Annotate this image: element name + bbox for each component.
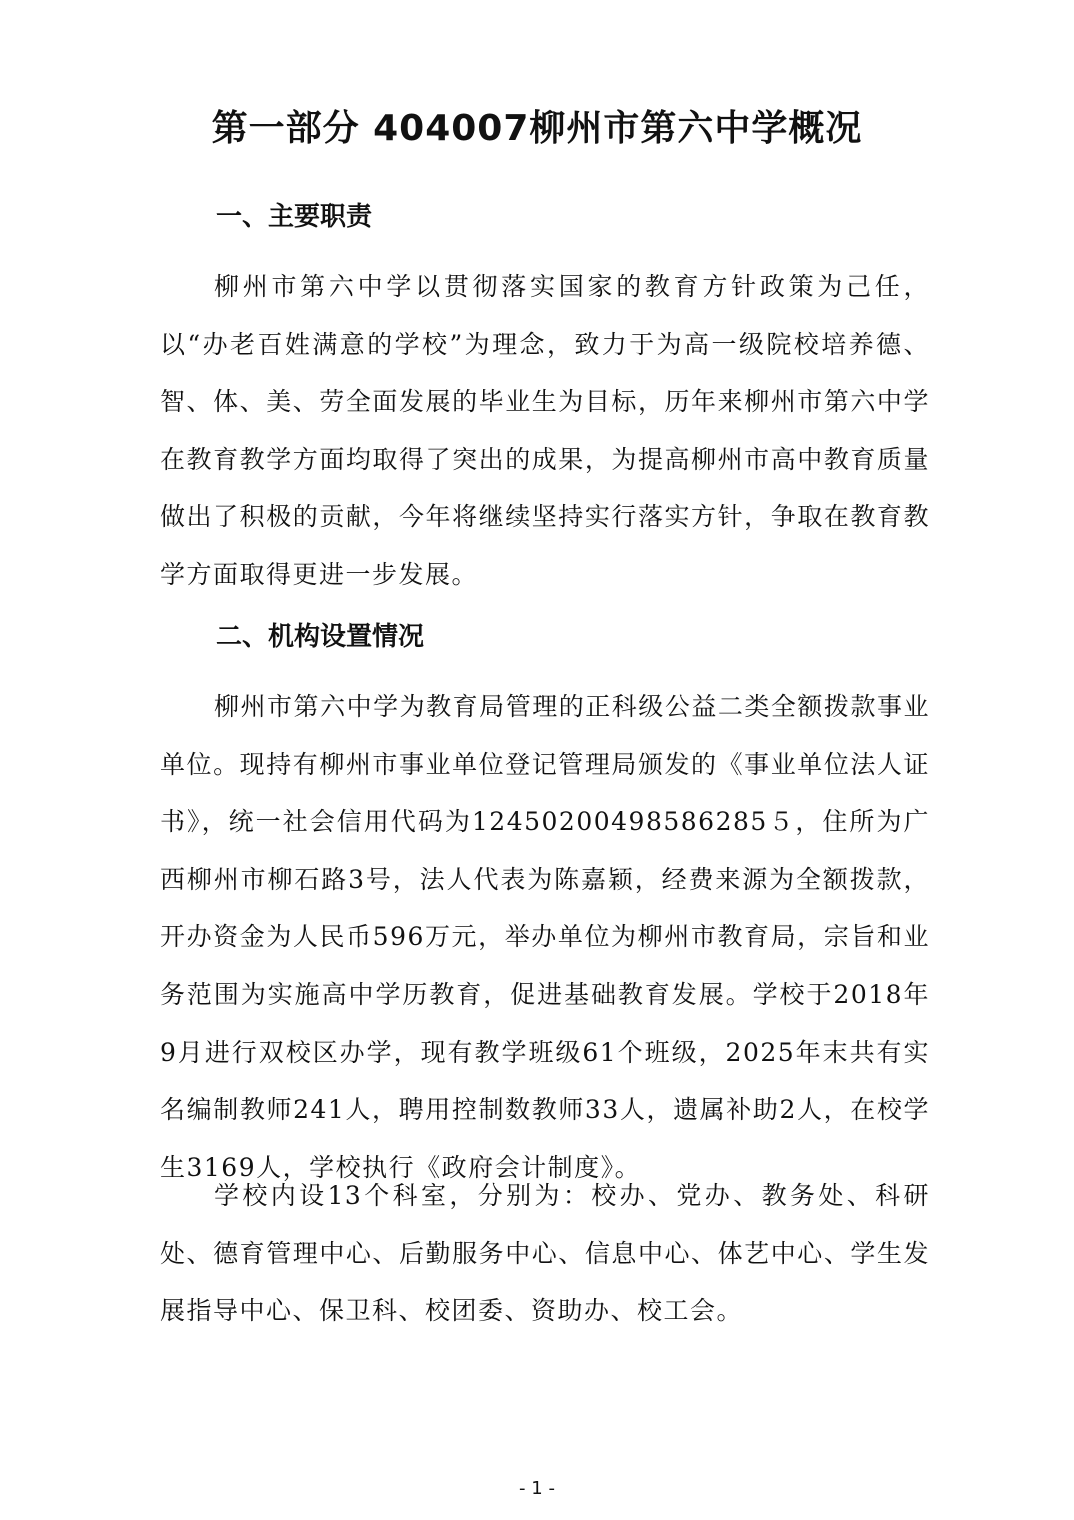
paragraph-main-duties: 柳州市第六中学以贯彻落实国家的教育方针政策为己任，以“办老百姓满意的学校”为理念，致力于为高一级院校培养德、智、体、美、劳全面发展的毕业生为目标，历年来柳州市第六中学在教育教学方面均取得了突出的成果，为提高柳州市高中教育质量做出了积极的贡献，今年将继续坚持实行落实方针，争取在教育教学方面取得更进一步发展。 <box>160 272 930 589</box>
page-number: - 1 - <box>519 1478 555 1499</box>
section-heading-main-duties: 一、主要职责 <box>216 202 373 232</box>
page-title: 第一部分 404007柳州市第六中学概况 <box>211 108 863 149</box>
paragraph-organization: 柳州市第六中学为教育局管理的正科级公益二类全额拨款事业单位。现持有柳州市事业单位登记管理局颁发的《事业单位法人证书》，统一社会信用代码为12450200498586285５，住所为广西柳州市柳石路3号，法人代表为陈嘉颖，经费来源为全额拨款，开办资金为人民币596万元，举办单位为柳州市教育局，宗旨和业务范围为实施高中学历教育，促进基础教育发展。学校于2018年9月进行双校区办学，现有教学班级61个班级，2025年末共有实名编制教师241人，聘用控制数教师33人，遗属补助2人，在校学生3169人，学校执行《政府会计制度》。 <box>160 692 930 1182</box>
paragraph-departments: 学校内设13个科室，分别为：校办、党办、教务处、科研处、德育管理中心、后勤服务中心、信息中心、体艺中心、学生发展指导中心、保卫科、校团委、资助办、校工会。 <box>160 1181 930 1326</box>
section-heading-organization: 二、机构设置情况 <box>216 622 425 652</box>
